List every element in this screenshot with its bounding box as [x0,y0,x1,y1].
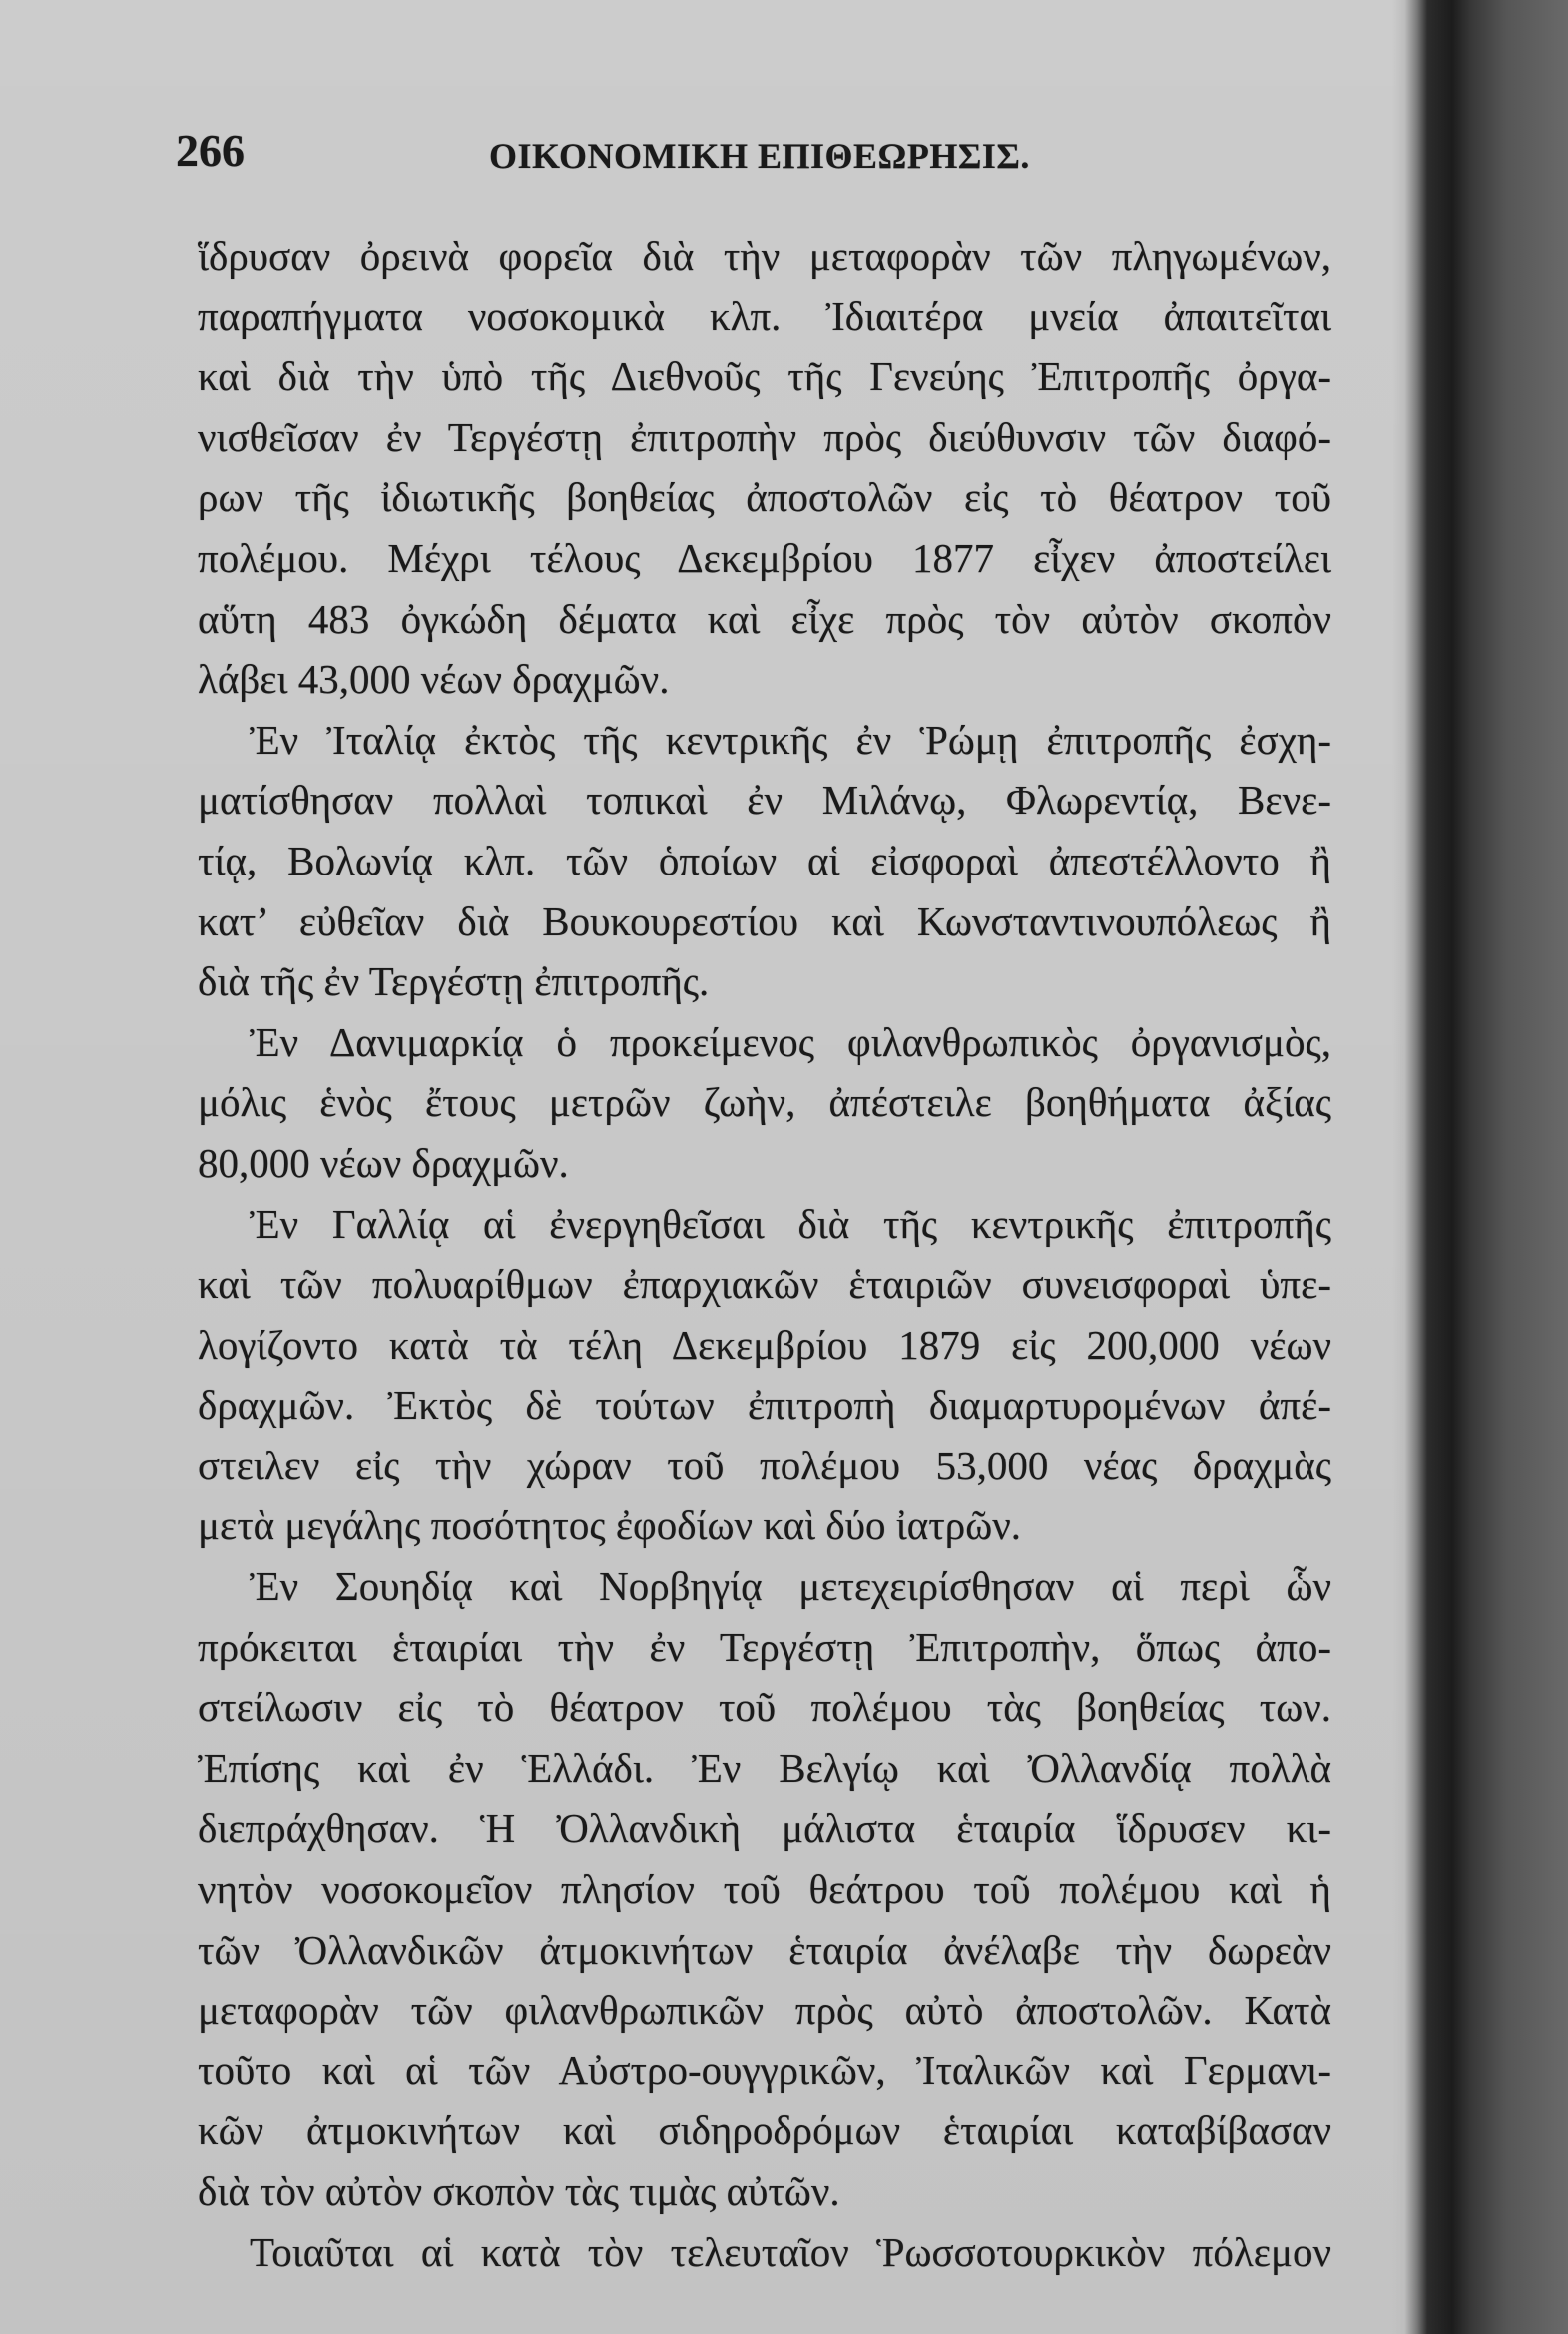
text-line: μεταφορὰν τῶν φιλανθρωπικῶν πρὸς αὐτὸ ἀποστολῶν. Κατὰ [198,1987,1331,2034]
text-line: μόλις ἑνὸς ἔτους μετρῶν ζωὴν, ἀπέστειλε βοηθήματα ἀξίας [198,1079,1331,1126]
text-line: Ἐπίσης καὶ ἐν Ἑλλάδι. Ἐν Βελγίῳ καὶ Ὀλλανδίᾳ πολλὰ [198,1744,1331,1791]
paragraph [198,710,1331,1012]
text-line: τῶν Ὀλλανδικῶν ἀτμοκινήτων ἑταιρία ἀνέλαβε τὴν δωρεὰν [198,1926,1331,1973]
text-line: στείλωσιν εἰς τὸ θέατρον τοῦ πολέμου τὰς βοηθείας των. [198,1684,1331,1731]
text-line: Τοιαῦται αἱ κατὰ τὸν τελευταῖον Ῥωσσοτουρκικὸν πόλεμον [250,2228,1331,2275]
text-line: κατ’ εὐθεῖαν διὰ Βουκουρεστίου καὶ Κωνσταντινουπόλεως ἢ [198,897,1331,944]
text-line: νισθεῖσαν ἐν Τεργέστῃ ἐπιτροπὴν πρὸς διεύθυνσιν τῶν διαφό- [198,413,1331,460]
text-line: λογίζοντο κατὰ τὰ τέλη Δεκεμβρίου 1879 εἰς 200,000 νέων [198,1321,1331,1368]
text-line: καὶ τῶν πολυαρίθμων ἐπαρχιακῶν ἑταιριῶν συνεισφοραὶ ὑπε- [198,1261,1331,1308]
text-line: Ἐν Δανιμαρκίᾳ ὁ προκείμενος φιλανθρωπικὸς ὀργανισμὸς, [250,1018,1331,1065]
text-line: Ἐν Σουηδίᾳ καὶ Νορβηγίᾳ μετεχειρίσθησαν αἱ περὶ ὧν [250,1563,1331,1610]
text-line: στειλεν εἰς τὴν χώραν τοῦ πολέμου 53,000 νέας δραχμὰς [198,1442,1331,1488]
text-line: πολέμου. Μέχρι τέλους Δεκεμβρίου 1877 εἶχεν ἀποστείλει [198,534,1331,581]
text-line: καὶ διὰ τὴν ὑπὸ τῆς Διεθνοῦς τῆς Γενεύης Ἐπιτροπῆς ὀργα- [198,353,1331,400]
text-line: ματίσθησαν πολλαὶ τοπικαὶ ἐν Μιλάνῳ, Φλωρεντίᾳ, Βενε- [198,777,1331,824]
text-line: αὕτη 483 ὀγκώδη δέματα καὶ εἶχε πρὸς τὸν αὐτὸν σκοπὸν [198,595,1331,642]
page-number: 266 [176,125,245,176]
text-line: τίᾳ, Βολωνίᾳ κλπ. τῶν ὁποίων αἱ εἰσφοραὶ ἀπεστέλλοντο ἢ [198,837,1331,883]
text-line: μετὰ μεγάλης ποσότητος ἐφοδίων καὶ δύο ἰατρῶν. [198,1502,1021,1549]
text-line: διεπράχθησαν. Ἡ Ὀλλανδικὴ μάλιστα ἑταιρία ἵδρυσεν κι- [198,1805,1331,1852]
text-line: ρων τῆς ἰδιωτικῆς βοηθείας ἀποστολῶν εἰς τὸ θέατρον τοῦ [198,474,1331,521]
text-line: κῶν ἀτμοκινήτων καὶ σιδηροδρόμων ἑταιρίαι καταβίβασαν [198,2107,1331,2154]
book-page-edge [1392,0,1568,2334]
body-text [198,226,1331,2282]
paragraph [198,1194,1331,1557]
text-line: λάβει 43,000 νέων δραχμῶν. [198,656,670,703]
text-line: δραχμῶν. Ἐκτὸς δὲ τούτων ἐπιτροπὴ διαμαρτυρομένων ἀπέ- [198,1382,1331,1429]
text-line: πρόκειται ἑταιρίαι τὴν ἐν Τεργέστῃ Ἐπιτροπὴν, ὅπως ἀπο- [198,1623,1331,1670]
text-line: 80,000 νέων δραχμῶν. [198,1139,569,1186]
paragraph [198,1556,1331,2222]
text-line: νητὸν νοσοκομεῖον πλησίον τοῦ θεάτρου τοῦ πολέμου καὶ ἡ [198,1866,1331,1913]
text-line: Ἐν Ἰταλίᾳ ἐκτὸς τῆς κεντρικῆς ἐν Ῥώμῃ ἐπιτροπῆς ἐσχη- [250,716,1331,763]
text-line: ἵδρυσαν ὀρεινὰ φορεῖα διὰ τὴν μεταφορὰν τῶν πληγωμένων, [198,233,1331,279]
paragraph [198,2222,1331,2283]
running-title: ΟΙΚΟΝΟΜΙΚΗ ΕΠΙΘΕΩΡΗΣΙΣ. [489,136,1030,176]
text-line: παραπήγματα νοσοκομικὰ κλπ. Ἰδιαιτέρα μνεία ἀπαιτεῖται [198,292,1331,339]
paragraph [198,1012,1331,1194]
text-line: διὰ τῆς ἐν Τεργέστῃ ἐπιτροπῆς. [198,958,710,1005]
paragraph [198,226,1331,710]
text-line: διὰ τὸν αὐτὸν σκοπὸν τὰς τιμὰς αὐτῶν. [198,2168,840,2214]
text-line: Ἐν Γαλλίᾳ αἱ ἐνεργηθεῖσαι διὰ τῆς κεντρικῆς ἐπιτροπῆς [250,1200,1331,1247]
text-line: τοῦτο καὶ αἱ τῶν Αὐστρο-ουγγρικῶν, Ἰταλικῶν καὶ Γερμανι- [198,2046,1331,2093]
